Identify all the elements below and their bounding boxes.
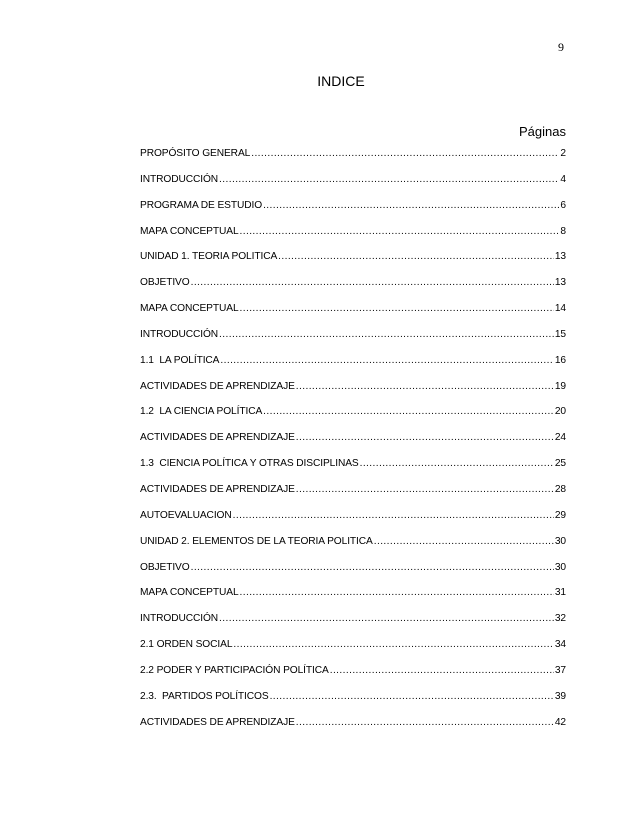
toc-entry[interactable] [140,193,566,219]
toc-entry-label: INTRODUCCIÓN [140,173,219,185]
toc-entry-page: 2 [560,148,566,159]
toc-entry[interactable] [140,244,566,270]
toc-entry[interactable] [140,399,566,425]
dot-leader [240,296,554,322]
toc-entry-page: 4 [560,173,566,185]
page-title: INDICE [317,73,365,89]
dot-leader [240,580,554,606]
toc-entry[interactable] [140,632,566,658]
toc-entry-page: 13 [554,277,566,289]
toc-entry-page: 39 [554,690,566,702]
toc-entry-page: 32 [554,613,566,625]
dot-leader [296,374,554,400]
toc-entry-page: 24 [554,432,566,444]
toc-entry-label: MAPA CONCEPTUAL [140,225,239,237]
toc-entry-label: OBJETIVO [140,561,190,573]
toc-entry-label: INTRODUCCIÓN [140,613,219,625]
table-of-contents [140,141,566,735]
dot-leader [374,529,554,555]
toc-entry-label: ACTIVIDADES DE APRENDIZAJE [140,432,295,444]
toc-entry[interactable] [140,555,566,581]
dot-leader [219,606,554,632]
dot-leader [278,244,554,270]
toc-entry-label: 2.3. PARTIDOS POLÍTICOS [140,690,269,702]
toc-entry-page: 15 [554,328,566,340]
toc-entry-label: 1.1 LA POLÍTICA [140,354,220,366]
toc-entry-label: PROPÓSITO GENERAL [140,148,251,159]
toc-entry[interactable] [140,684,566,710]
toc-entry[interactable] [140,425,566,451]
toc-entry-page: 20 [554,406,566,418]
toc-entry[interactable] [140,503,566,529]
toc-entry-label: OBJETIVO [140,277,190,289]
toc-entry[interactable] [140,374,566,400]
dot-leader [270,684,554,710]
toc-entry-page: 19 [554,380,566,392]
toc-entry[interactable] [140,529,566,555]
toc-entry-page: 25 [554,458,566,470]
dot-leader [296,425,554,451]
toc-entry-page: 14 [554,303,566,315]
dot-leader [191,555,554,581]
toc-entry[interactable] [140,141,566,167]
toc-entry-label: ACTIVIDADES DE APRENDIZAJE [140,716,295,728]
toc-entry-page: 30 [554,561,566,573]
dot-leader [330,658,554,684]
dot-leader [219,322,554,348]
dot-leader [263,399,554,425]
toc-entry-label: 2.1 ORDEN SOCIAL [140,639,233,651]
toc-entry[interactable] [140,167,566,193]
toc-entry[interactable] [140,451,566,477]
toc-entry-label: PROGRAMA DE ESTUDIO [140,199,263,211]
toc-entry[interactable] [140,219,566,245]
pages-column-header: Páginas [519,124,566,139]
dot-leader [263,193,559,219]
toc-entry-label: UNIDAD 2. ELEMENTOS DE LA TEORIA POLITICA [140,535,373,547]
toc-entry[interactable] [140,658,566,684]
dot-leader [233,632,553,658]
dot-leader [220,348,553,374]
toc-entry-page: 34 [554,639,566,651]
toc-entry-page: 6 [560,199,566,211]
toc-entry-page: 31 [554,587,566,599]
dot-leader [360,451,554,477]
dot-leader [251,141,559,167]
toc-entry-page: 28 [554,483,566,495]
toc-entry[interactable] [140,606,566,632]
toc-entry-label: 2.2 PODER Y PARTICIPACIÓN POLÍTICA [140,664,329,676]
toc-entry-label: AUTOEVALUACION [140,509,232,521]
toc-entry-page: 30 [554,535,566,547]
toc-entry-label: MAPA CONCEPTUAL [140,587,239,599]
toc-entry-label: UNIDAD 1. TEORIA POLITICA [140,251,278,263]
toc-entry[interactable] [140,477,566,503]
toc-entry[interactable] [140,348,566,374]
dot-leader [296,710,554,736]
toc-entry-page: 29 [554,509,566,521]
dot-leader [240,219,560,245]
toc-entry-page: 37 [554,664,566,676]
dot-leader [219,167,559,193]
page-number: 9 [558,40,564,54]
toc-entry-label: INTRODUCCIÓN [140,328,219,340]
toc-entry[interactable] [140,270,566,296]
toc-entry-page: 16 [554,354,566,366]
dot-leader [233,503,554,529]
dot-leader [191,270,554,296]
toc-entry[interactable] [140,710,566,736]
toc-entry-label: MAPA CONCEPTUAL [140,303,239,315]
toc-entry-label: 1.3 CIENCIA POLÍTICA Y OTRAS DISCIPLINAS [140,458,359,470]
toc-entry-label: ACTIVIDADES DE APRENDIZAJE [140,380,295,392]
toc-entry[interactable] [140,296,566,322]
toc-entry-label: ACTIVIDADES DE APRENDIZAJE [140,483,295,495]
dot-leader [296,477,554,503]
toc-entry-page: 42 [554,716,566,728]
toc-entry-page: 13 [554,251,566,263]
toc-entry-label: 1.2 LA CIENCIA POLÍTICA [140,406,263,418]
toc-entry[interactable] [140,322,566,348]
toc-entry-page: 8 [560,225,566,237]
toc-entry[interactable] [140,580,566,606]
